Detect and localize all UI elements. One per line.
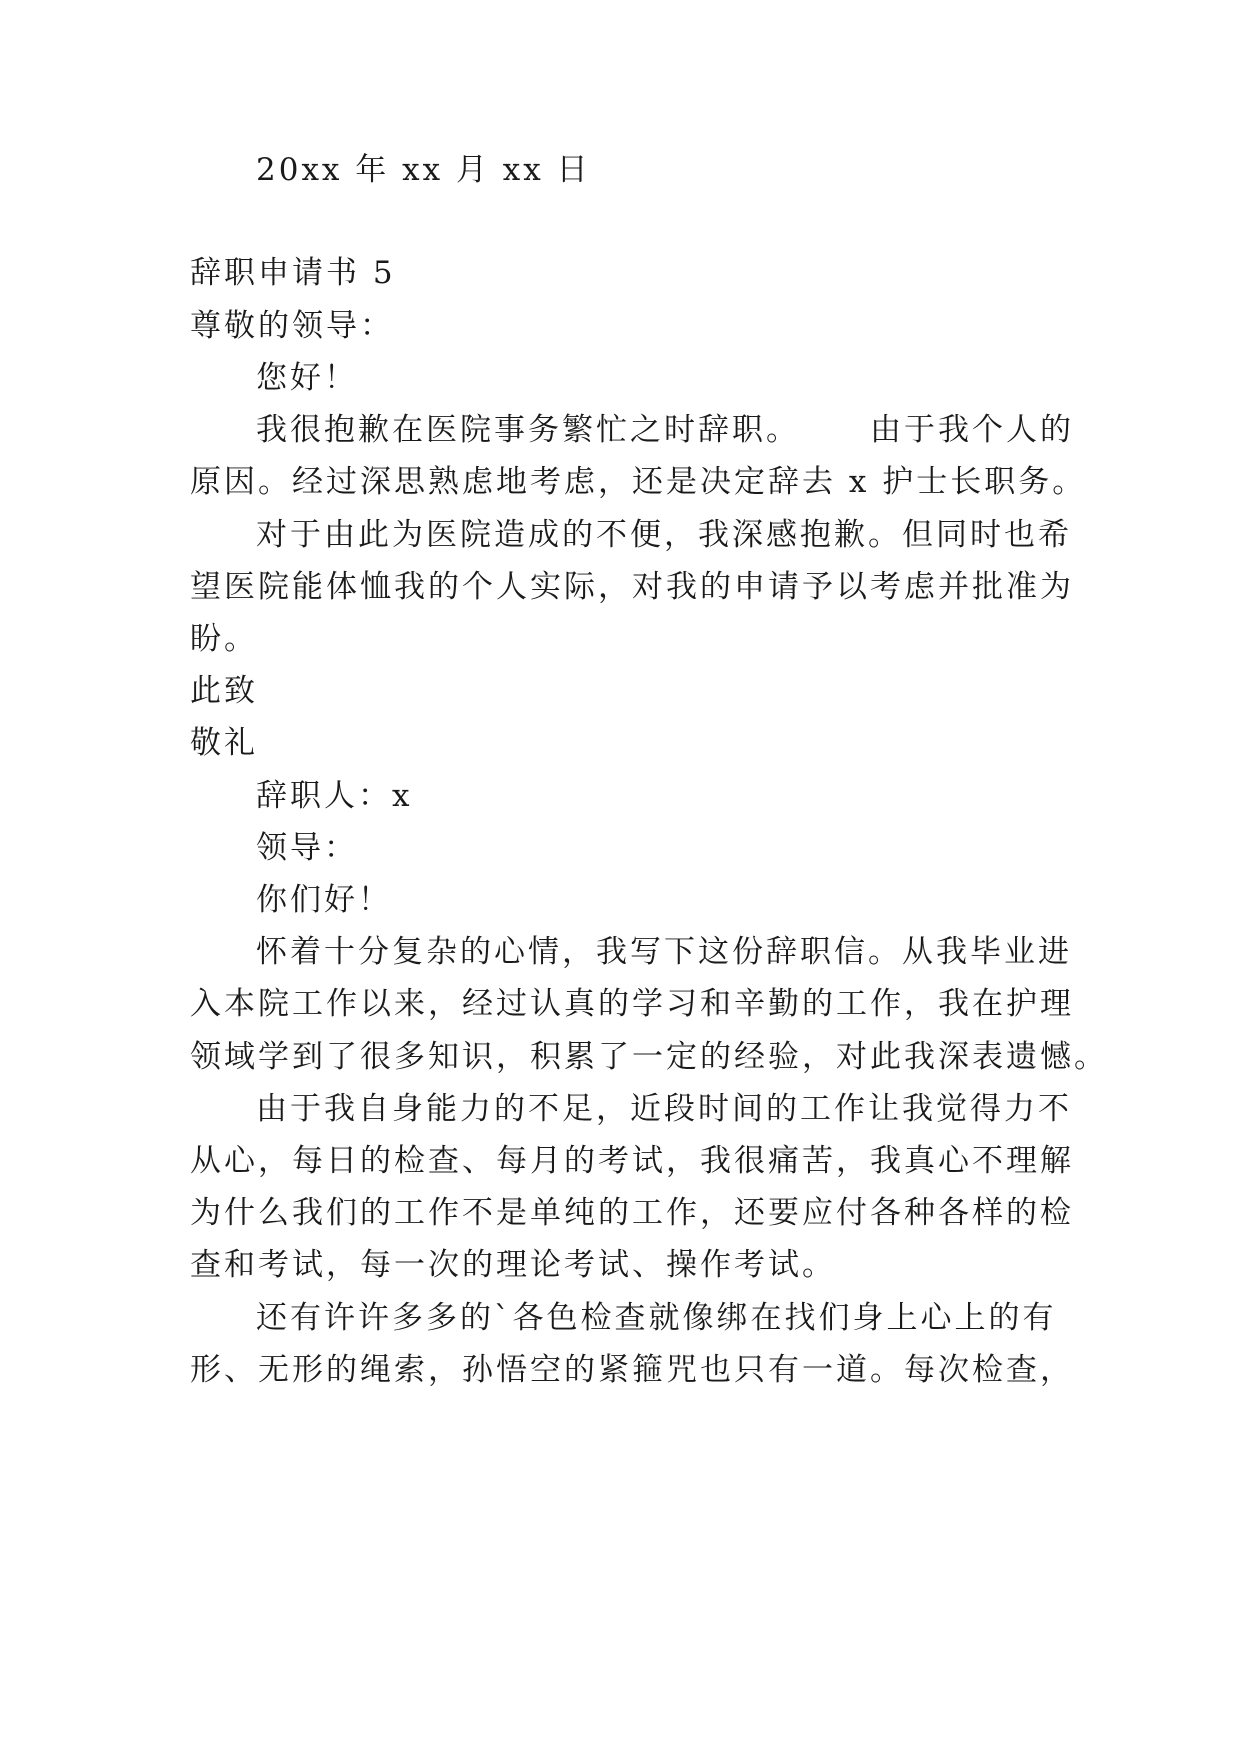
letter2-p1-line3: 领域学到了很多知识，积累了一定的经验，对此我深表遗憾。 (190, 1039, 1108, 1075)
letter2-p3-line2: 形、无形的绳索，孙悟空的紧箍咒也只有一道。每次检查， (190, 1352, 1074, 1388)
letter1-salutation: 尊敬的领导： (190, 308, 394, 344)
letter2-p1-line1: 怀着十分复杂的心情，我写下这份辞职信。从我毕业进 (256, 934, 1072, 970)
letter1-p2-line1: 对于由此为医院造成的不便，我深感抱歉。但同时也希 (256, 517, 1072, 553)
letter2-p2-line4: 查和考试，每一次的理论考试、操作考试。 (190, 1247, 836, 1283)
letter1-signature: 辞职人：x (256, 778, 413, 814)
letter2-p2-line2: 从心，每日的检查、每月的考试，我很痛苦，我真心不理解 (190, 1143, 1074, 1179)
document-heading: 辞职申请书 5 (190, 255, 396, 291)
letter1-p1-line1-part-a: 我很抱歉在医院事务繁忙之时辞职。 (256, 412, 800, 448)
letter1-p1-line1-part-b: 由于我个人的 (870, 412, 1074, 448)
date-line: 20xx 年 xx 月 xx 日 (256, 152, 591, 188)
letter2-salutation: 领导： (256, 830, 358, 866)
letter2-p2-line1: 由于我自身能力的不足，近段时间的工作让我觉得力不 (256, 1091, 1072, 1127)
letter2-greeting: 你们好！ (256, 882, 392, 918)
letter1-p1-line1 (256, 410, 1074, 450)
letter2-p1-line2: 入本院工作以来，经过认真的学习和辛勤的工作，我在护理 (190, 986, 1074, 1022)
letter2-p2-line3: 为什么我们的工作不是单纯的工作，还要应付各种各样的检 (190, 1195, 1074, 1231)
letter2-p3-line1: 还有许许多多的`各色检查就像绑在找们身上心上的有 (256, 1300, 1057, 1336)
letter1-closing-1: 此致 (190, 673, 258, 709)
letter1-p2-line3: 盼。 (190, 621, 258, 657)
letter1-p1-line2: 原因。经过深思熟虑地考虑，还是决定辞去 x 护士长职务。 (190, 464, 1087, 500)
letter1-closing-2: 敬礼 (190, 725, 258, 761)
letter1-p2-line2: 望医院能体恤我的个人实际，对我的申请予以考虑并批准为 (190, 569, 1074, 605)
letter1-greeting: 您好！ (256, 360, 358, 396)
